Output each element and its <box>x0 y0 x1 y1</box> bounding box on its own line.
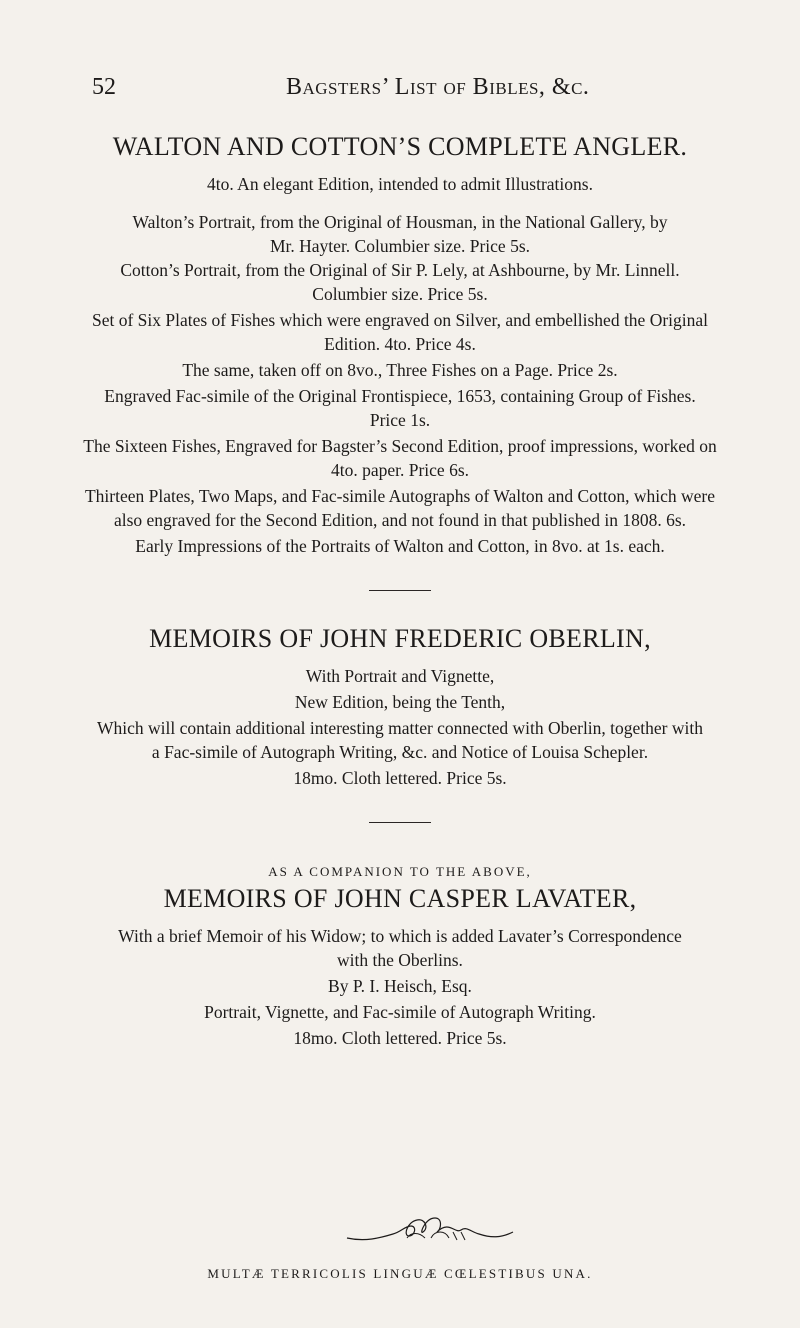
walton-line-7: Edition. 4to. Price 4s. <box>324 334 476 354</box>
walton-line-2: Walton’s Portrait, from the Original of Housman, in the National Gallery, by <box>132 212 668 232</box>
running-title: Bagsters’ List of Bibles, &c. <box>286 74 590 100</box>
section-divider <box>369 822 431 823</box>
companion-note: AS A COMPANION TO THE ABOVE, <box>268 864 532 879</box>
walton-line-12: 4to. paper. Price 6s. <box>330 460 470 480</box>
oberlin-line-1: With Portrait and Vignette, <box>305 666 495 686</box>
section-title-lavater: MEMOIRS OF JOHN CASPER LAVATER, <box>163 884 637 913</box>
walton-line-6: Set of Six Plates of Fishes which were engraved on Silver, and embellished the Original <box>91 310 709 330</box>
walton-line-14: also engraved for the Second Edition, and not found in that published in 1808. 6s. <box>113 510 687 530</box>
oberlin-line-5: 18mo. Cloth lettered. Price 5s. <box>293 768 507 788</box>
page-number: 52 <box>92 74 116 100</box>
section-title-oberlin: MEMOIRS OF JOHN FREDERIC OBERLIN, <box>149 624 651 653</box>
oberlin-line-3: Which will contain additional interesting matter connected with Oberlin, together with <box>96 718 703 738</box>
walton-line-11: The Sixteen Fishes, Engraved for Bagster’s Second Edition, proof impressions, worked on <box>83 436 717 456</box>
walton-line-5: Columbier size. Price 5s. <box>312 284 488 304</box>
motto: MULTÆ TERRICOLIS LINGUÆ CŒLESTIBUS UNA. <box>207 1266 593 1281</box>
section-title-walton: WALTON AND COTTON’S COMPLETE ANGLER. <box>112 132 688 161</box>
oberlin-line-4: a Fac-simile of Autograph Writing, &c. and Notice of Louisa Schepler. <box>151 742 649 762</box>
decorative-flourish-icon <box>345 1208 515 1252</box>
lavater-line-3: By P. I. Heisch, Esq. <box>328 976 472 996</box>
walton-line-4: Cotton’s Portrait, from the Original of Sir P. Lely, at Ashbourne, by Mr. Linnell. <box>120 260 680 280</box>
oberlin-line-2: New Edition, being the Tenth, <box>294 692 506 712</box>
section-divider <box>369 590 431 591</box>
lavater-line-2: with the Oberlins. <box>337 950 463 970</box>
walton-line-3: Mr. Hayter. Columbier size. Price 5s. <box>269 236 531 256</box>
walton-line-10: Price 1s. <box>369 410 431 430</box>
lavater-line-5: 18mo. Cloth lettered. Price 5s. <box>293 1028 507 1048</box>
walton-line-1: 4to. An elegant Edition, intended to admit Illustrations. <box>207 174 593 194</box>
walton-line-9: Engraved Fac-simile of the Original Frontispiece, 1653, containing Group of Fishes. <box>104 386 696 406</box>
walton-line-8: The same, taken off on 8vo., Three Fishes on a Page. Price 2s. <box>182 360 618 380</box>
walton-line-13: Thirteen Plates, Two Maps, and Fac-simile Autographs of Walton and Cotton, which were <box>84 486 715 506</box>
walton-line-15: Early Impressions of the Portraits of Walton and Cotton, in 8vo. at 1s. each. <box>135 536 665 556</box>
lavater-line-4: Portrait, Vignette, and Fac-simile of Autograph Writing. <box>204 1002 596 1022</box>
lavater-line-1: With a brief Memoir of his Widow; to which is added Lavater’s Correspondence <box>118 926 682 946</box>
